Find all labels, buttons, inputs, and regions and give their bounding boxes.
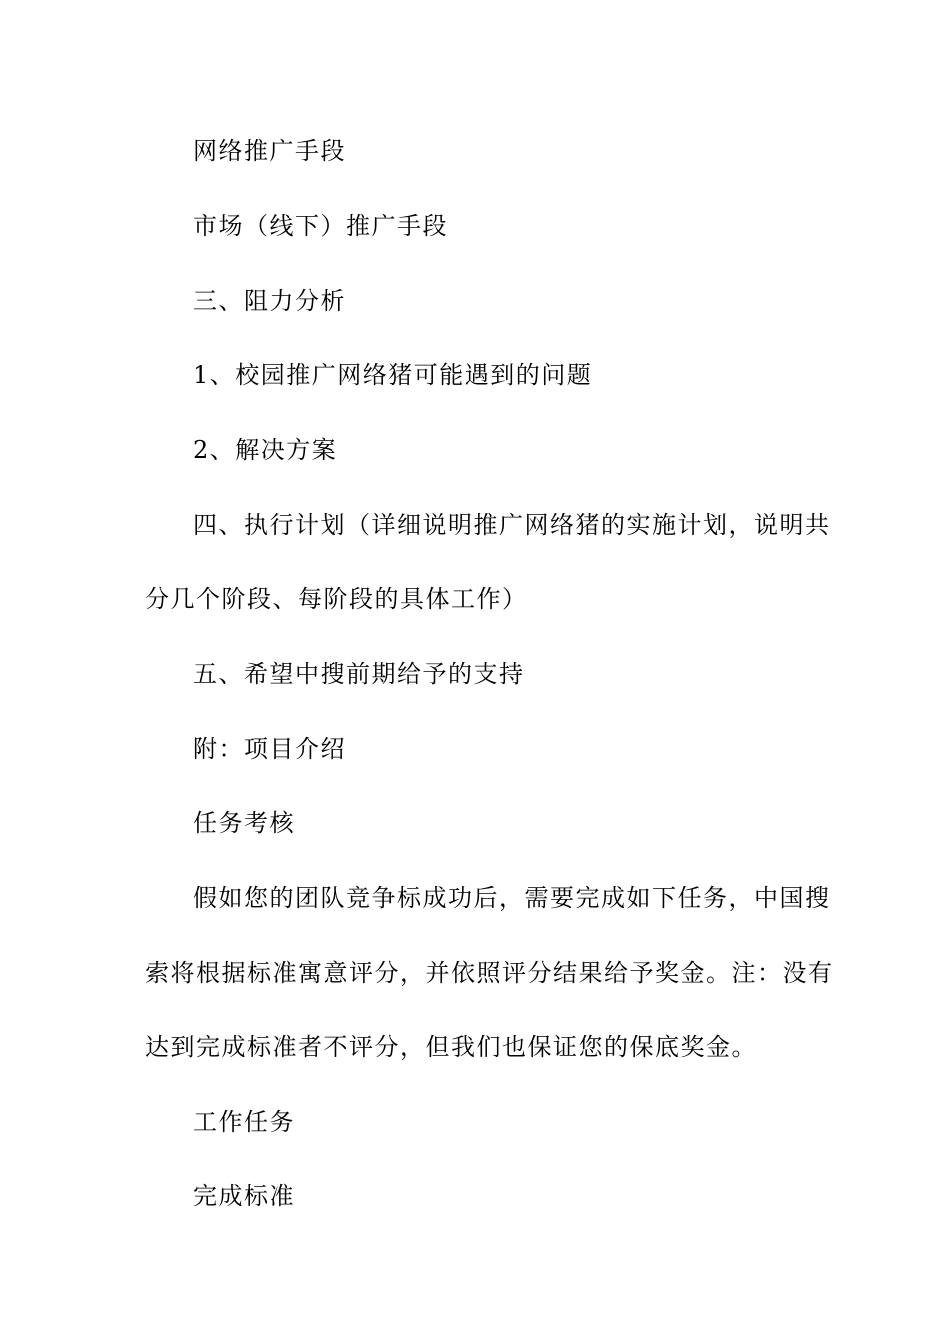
section-heading-plan-line2: 分几个阶段、每阶段的具体工作） [145, 585, 528, 613]
completion-standard-heading: 完成标准 [193, 1182, 295, 1210]
work-task-heading: 工作任务 [193, 1108, 295, 1136]
list-item-solutions: 2、解决方案 [193, 436, 338, 464]
paragraph-line-2: 索将根据标准寓意评分，并依照评分结果给予奖金。注：没有 [145, 959, 834, 987]
section-heading-plan-line1: 四、执行计划（详细说明推广网络猪的实施计划，说明共 [193, 511, 831, 539]
appendix-heading: 附：项目介绍 [193, 735, 346, 763]
heading-offline-promotion: 市场（线下）推广手段 [193, 212, 448, 240]
heading-online-promotion: 网络推广手段 [193, 137, 346, 165]
section-heading-resistance: 三、阻力分析 [193, 287, 346, 315]
list-item-problems: 1、校园推广网络猪可能遇到的问题 [193, 361, 593, 389]
task-assessment-heading: 任务考核 [193, 809, 295, 837]
paragraph-line-1: 假如您的团队竞争标成功后，需要完成如下任务，中国搜 [193, 884, 831, 912]
paragraph-line-3: 达到完成标准者不评分，但我们也保证您的保底奖金。 [145, 1033, 757, 1061]
section-heading-support: 五、希望中搜前期给予的支持 [193, 660, 525, 688]
